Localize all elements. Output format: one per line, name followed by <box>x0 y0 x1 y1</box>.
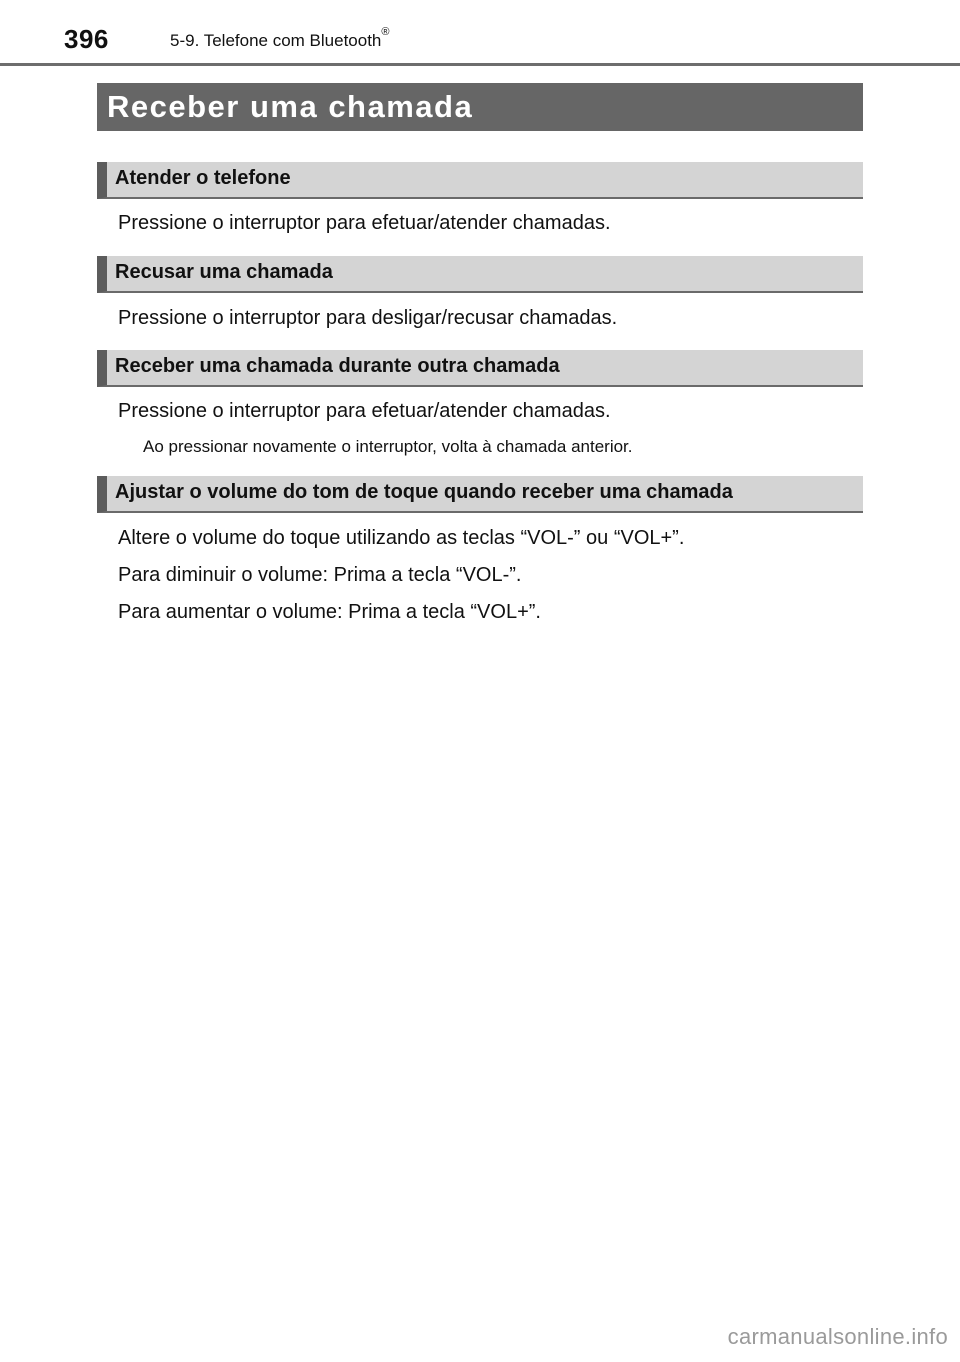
registered-mark: ® <box>381 26 390 38</box>
page-header <box>0 0 960 68</box>
section-heading-ringtone-volume: Ajustar o volume do tom de toque quando receber uma chamada <box>97 476 863 513</box>
section-call-waiting-text: Pressione o interruptor para efetuar/atender chamadas. <box>118 400 611 422</box>
section-reject-text: Pressione o interruptor para desligar/recusar chamadas. <box>118 307 618 329</box>
chapter-text: 5-9. Telefone com Bluetooth <box>170 31 382 50</box>
section-volume-text-3: Para aumentar o volume: Prima a tecla “VOL+”. <box>118 601 541 623</box>
section-answer-text: Pressione o interruptor para efetuar/atender chamadas. <box>118 212 611 234</box>
section-heading-call-waiting: Receber uma chamada durante outra chamada <box>97 350 863 387</box>
page-number: 396 <box>64 24 109 54</box>
section-heading-answer: Atender o telefone <box>97 162 863 199</box>
watermark: carmanualsonline.info <box>727 1324 948 1349</box>
header-rule <box>0 63 960 66</box>
chapter-title <box>170 26 390 51</box>
section-volume-text-1: Altere o volume do toque utilizando as teclas “VOL-” ou “VOL+”. <box>118 527 685 549</box>
section-heading-reject: Recusar uma chamada <box>97 256 863 293</box>
main-title: Receber uma chamada <box>97 83 863 131</box>
section-call-waiting-note: Ao pressionar novamente o interruptor, volta à chamada anterior. <box>143 437 633 456</box>
section-volume-text-2: Para diminuir o volume: Prima a tecla “VOL-”. <box>118 564 522 586</box>
